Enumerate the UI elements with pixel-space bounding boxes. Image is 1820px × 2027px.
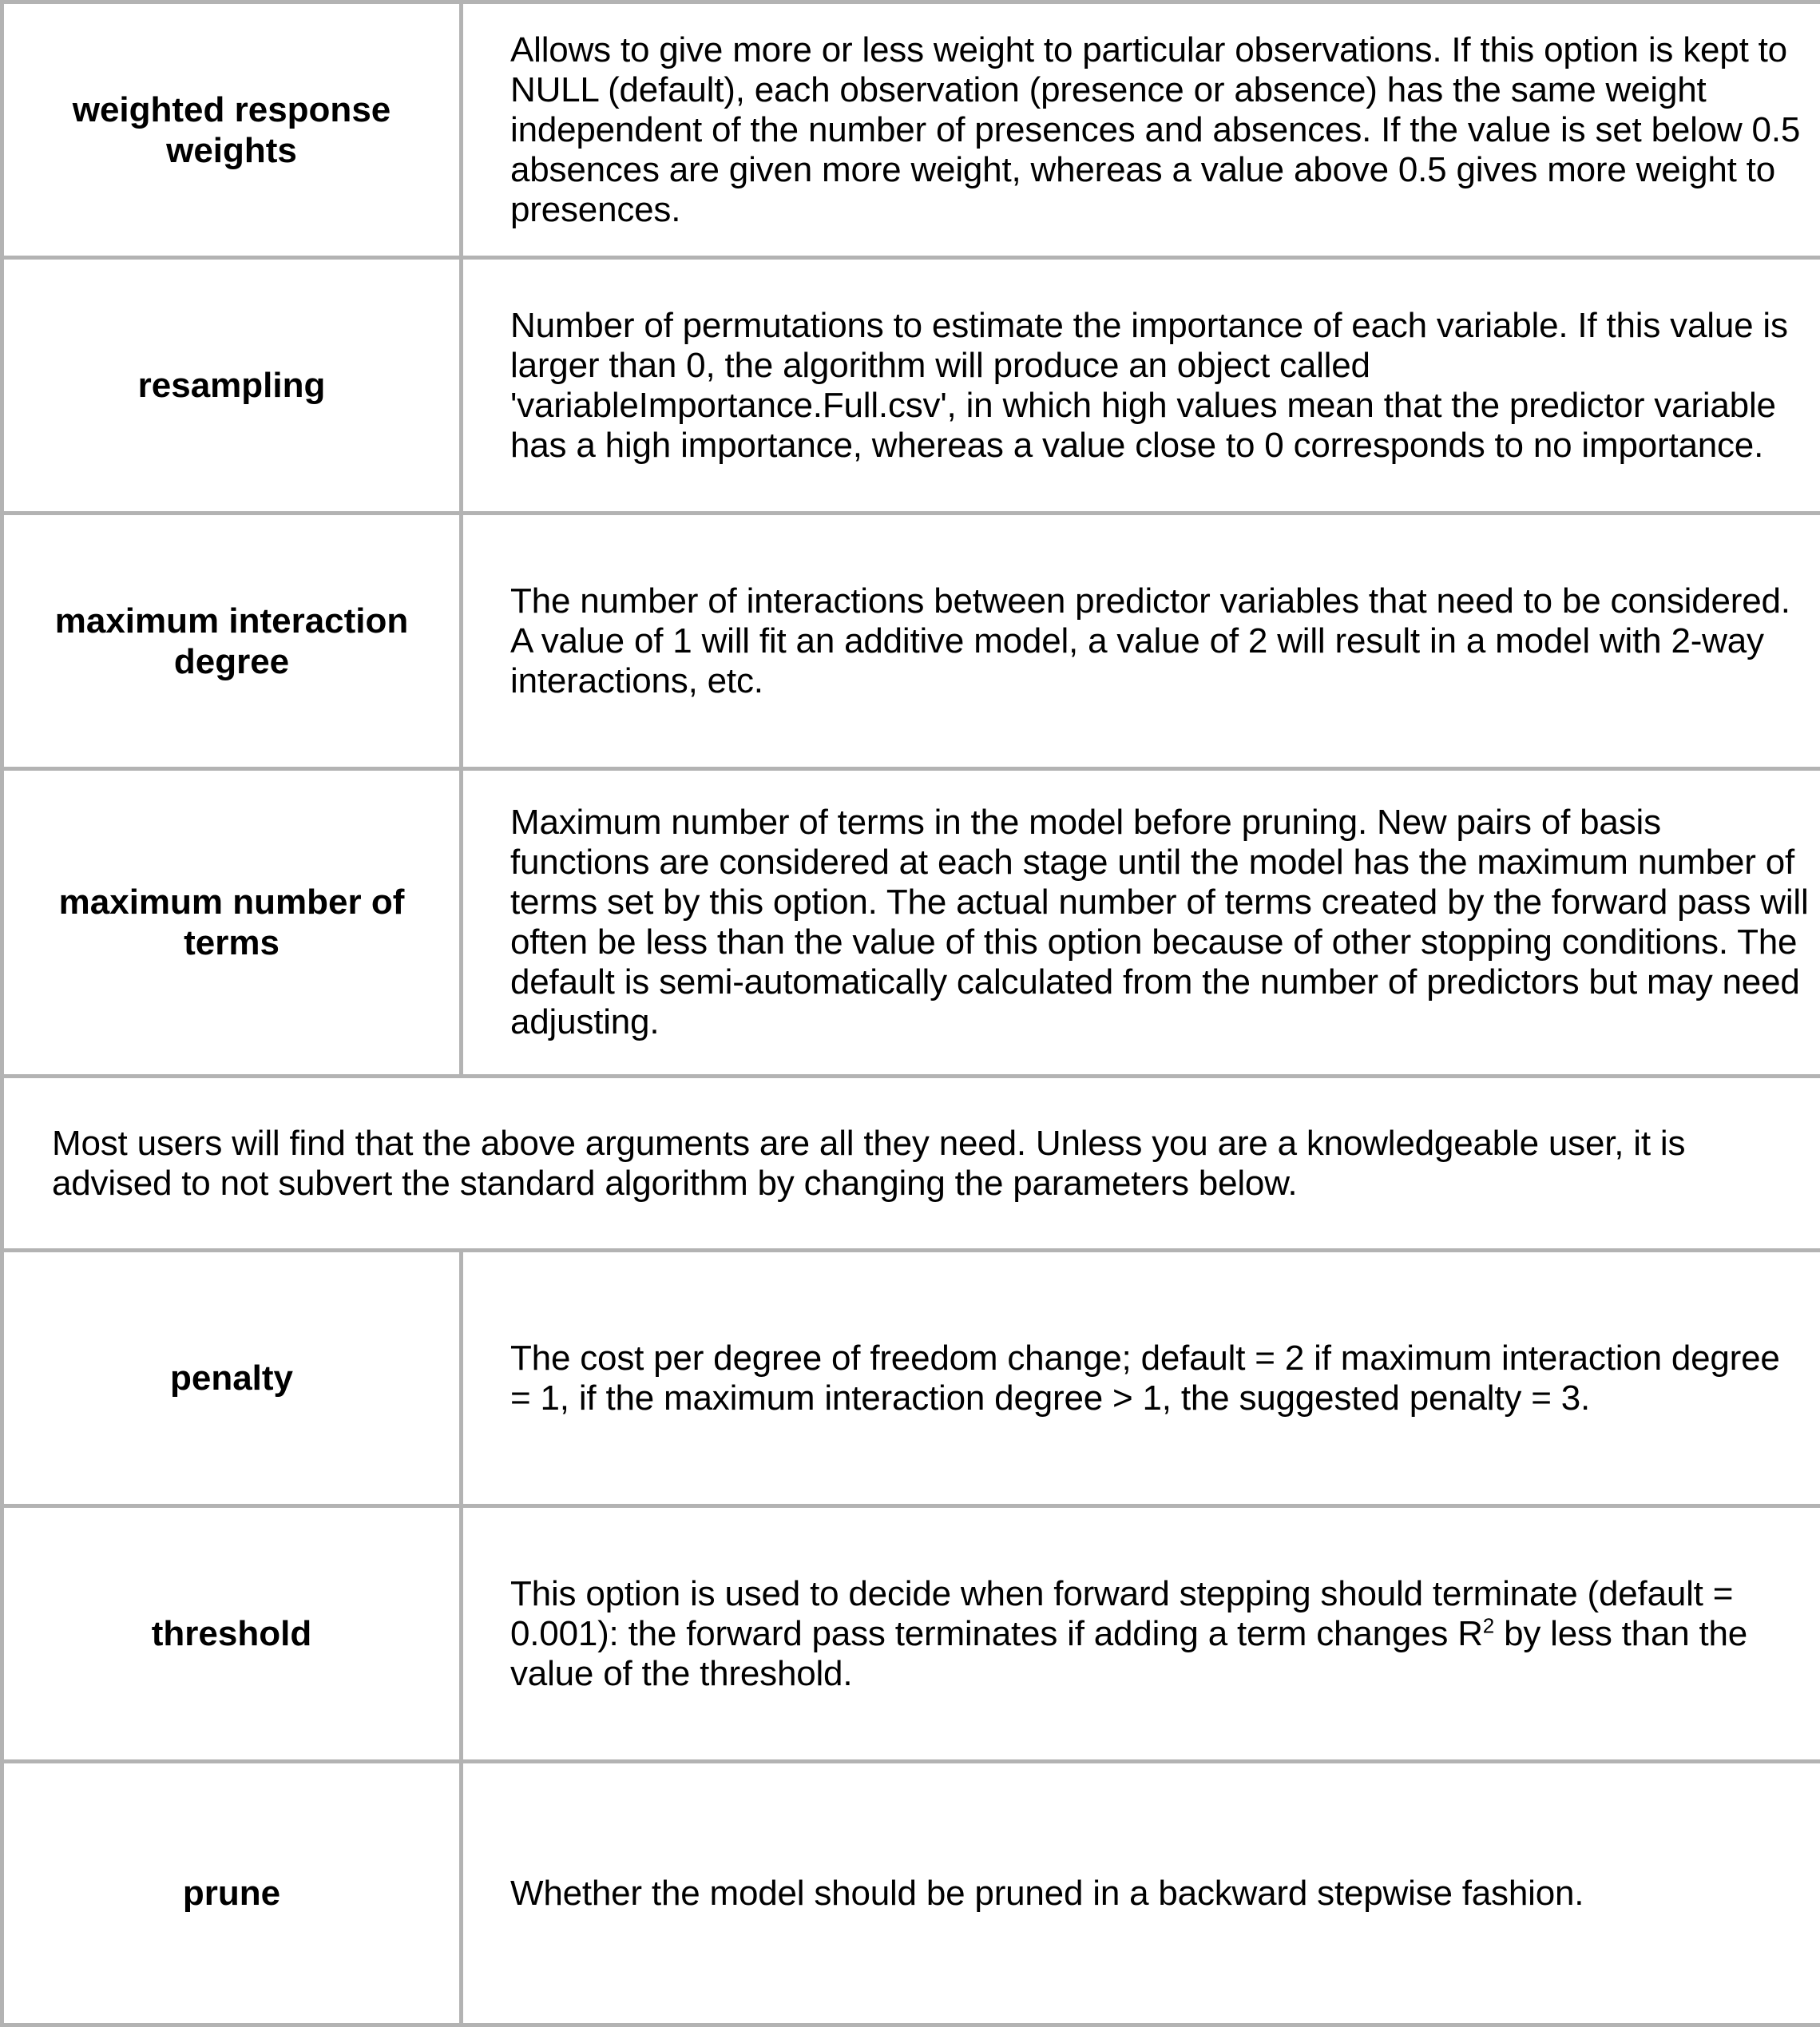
table-row [2, 769, 1820, 1077]
parameter-description: Whether the model should be pruned in a backward stepwise fashion. [462, 1762, 1820, 2025]
parameter-description: Allows to give more or less weight to particular observations. If this option is kept to NULL (default), each observation (presence or absence) has the same weight independent of the number of presences and absences. If the value is set below 0.5 absences are given more weight, whereas a value above 0.5 gives more weight to presences. [462, 2, 1820, 258]
table-row [2, 514, 1820, 769]
parameter-description: The cost per degree of freedom change; default = 2 if maximum interaction degree = 1, if the maximum interaction degree > 1, the suggested penalty = 3. [462, 1251, 1820, 1506]
parameter-name: penalty [2, 1251, 462, 1506]
parameter-name [2, 2, 462, 258]
table-row [2, 258, 1820, 514]
note-row [2, 1077, 1820, 1251]
description-text-end: by less than the value of the threshold. [510, 1614, 1747, 1693]
parameter-description: Maximum number of terms in the model before pruning. New pairs of basis functions are considered at each stage until the model has the maximum number of terms set by this option. The actual number of terms created by the forward pass will often be less than the value of this option because of other stopping conditions. The default is semi-automatically calculated from the number of predictors but may need adjusting. [462, 769, 1820, 1077]
parameter-description: Number of permutations to estimate the importance of each variable. If this value is larger than 0, the algorithm will produce an object called 'variableImportance.Full.csv', in which high values mean that the predictor variable has a high importance, whereas a value close to 0 corresponds to no importance. [462, 258, 1820, 514]
advisory-note: Most users will find that the above arguments are all they need. Unless you are a knowledgeable user, it is advised to not subvert the standard algorithm by changing the parameters below. [2, 1077, 1820, 1251]
parameter-name: prune [2, 1762, 462, 2025]
description-text: This option is used to decide when forward stepping should terminate (default = 0.001): the forward pass terminates if adding a term changes R [510, 1574, 1733, 1653]
parameter-name [2, 769, 462, 1077]
table-row [2, 2, 1820, 258]
superscript: 2 [1483, 1613, 1494, 1637]
parameter-name-line1: maximum interaction [55, 601, 409, 641]
table-row [2, 1762, 1820, 2025]
parameter-description [462, 1506, 1820, 1762]
parameter-name-line1: resampling [138, 366, 326, 405]
parameter-name-line1: maximum number of [59, 883, 405, 922]
parameter-description: The number of interactions between predictor variables that need to be considered. A value of 1 will fit an additive model, a value of 2 will result in a model with 2-way interactions, etc. [462, 514, 1820, 769]
table-row [2, 1251, 1820, 1506]
parameter-name-line2: weights [166, 131, 297, 170]
parameter-name-line2: terms [184, 923, 280, 962]
parameter-name: threshold [2, 1506, 462, 1762]
parameter-name-line2: degree [174, 642, 289, 681]
table-row [2, 1506, 1820, 1762]
parameter-name [2, 258, 462, 514]
parameter-name [2, 514, 462, 769]
parameter-name-line1: weighted response [73, 90, 391, 129]
